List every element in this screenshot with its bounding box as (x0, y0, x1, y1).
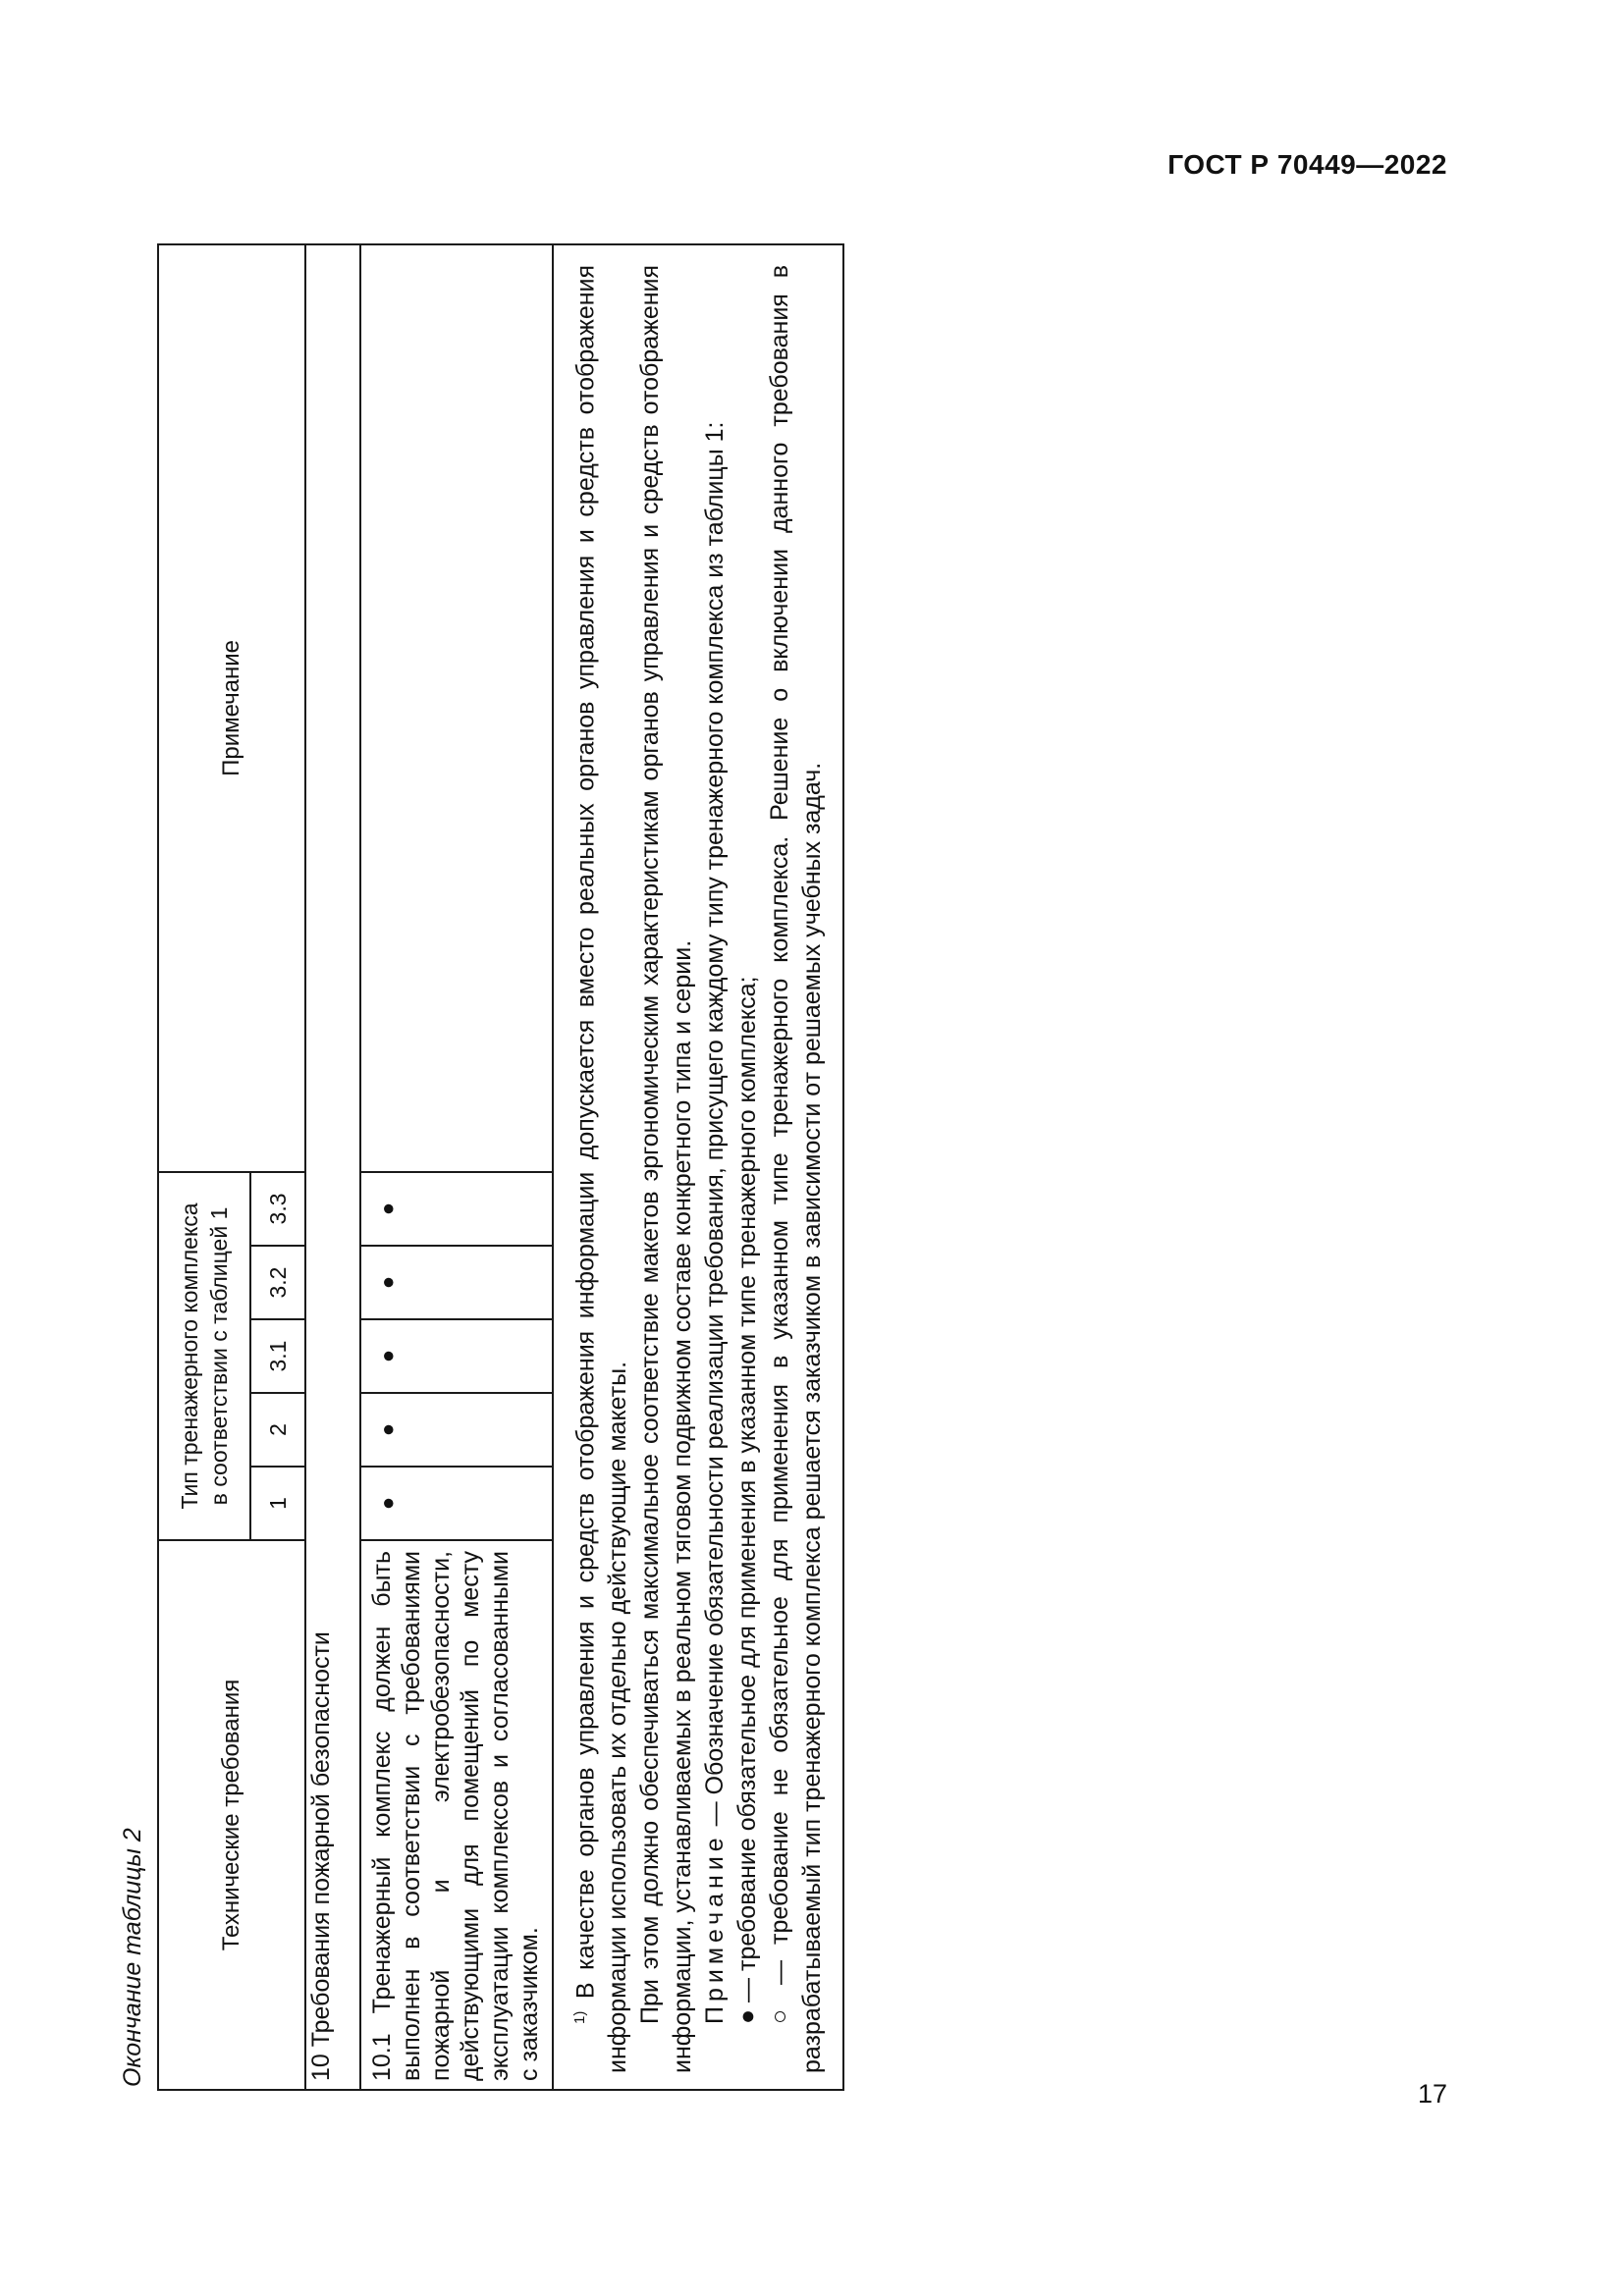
table-row (360, 244, 553, 2090)
note-paragraph (699, 265, 731, 2073)
table-header-row (158, 244, 250, 2090)
requirement-text: 10.1 Тренажерный комплекс должен быть выполнен в соответствии с требованиями пожарной и электробезопасности, действующими для помещений по месту эксплуатации комплексов и согласованными с заказчиком. (360, 1540, 553, 2090)
filled-dot-mark: ● (360, 1467, 553, 1540)
footnote-mark: 1) (571, 2010, 588, 2024)
legend-filled-dot: ● — требование обязательное для применения в указанном типе тренажерного комплекса; (733, 976, 762, 2024)
type-number: 3.2 (250, 1246, 305, 1319)
footnote-paragraph (564, 265, 634, 2073)
requirements-table (157, 243, 844, 2091)
section-row (305, 244, 360, 2090)
type-number: 1 (250, 1467, 305, 1540)
section-title: 10 Требования пожарной безопасности (305, 244, 360, 2090)
notes-row (553, 244, 843, 2090)
note-text: — Обозначение обязательности реализации требования, присущего каждому типу тренажерного комплекса из таблицы 1: (701, 421, 730, 1834)
requirement-note (360, 244, 553, 1172)
rotated-table-block (108, 245, 827, 2091)
filled-dot-mark: ● (360, 1319, 553, 1393)
header-note: Примечание (158, 244, 305, 1172)
filled-dot-mark: ● (360, 1393, 553, 1467)
header-type (158, 1172, 250, 1540)
footnote-paragraph-2: При этом должно обеспечиваться максимальное соответствие макетов эргономическим характеристикам органов управления и средств отображения информации, устанавливаемых в реальном тяговом подвижном составе конкретного типа и серии. (636, 264, 697, 2073)
type-number: 3.3 (250, 1172, 305, 1246)
type-number: 2 (250, 1393, 305, 1467)
filled-dot-mark: ● (360, 1246, 553, 1319)
table-notes (553, 244, 843, 2090)
note-label: Примечание (701, 1833, 730, 2024)
type-number: 3.1 (250, 1319, 305, 1393)
document-code: ГОСТ Р 70449—2022 (1167, 149, 1447, 180)
header-type-line2: в соответствии с таблицей 1 (206, 1206, 232, 1506)
header-type-line1: Тип тренажерного комплекса (177, 1202, 202, 1510)
header-requirements: Технические требования (158, 1540, 305, 2090)
footnote-text: В качестве органов управления и средств отображения информации допускается вместо реальных органов управления и средств отображения информации использовать их отдельно действующие макеты. (571, 264, 632, 2073)
table-continuation-label: Окончание таблицы 2 (119, 1828, 146, 2087)
page-number: 17 (1417, 2079, 1447, 2109)
legend-empty-circle: ○ — требование не обязательное для применения в указанном типе тренажерного комплекса. Решение о включении данного требования в разрабатываемый тип тренажерного комплекса решается заказчиком в зависимости от решаемых учебных задач. (766, 264, 827, 2073)
filled-dot-mark: ● (360, 1172, 553, 1246)
